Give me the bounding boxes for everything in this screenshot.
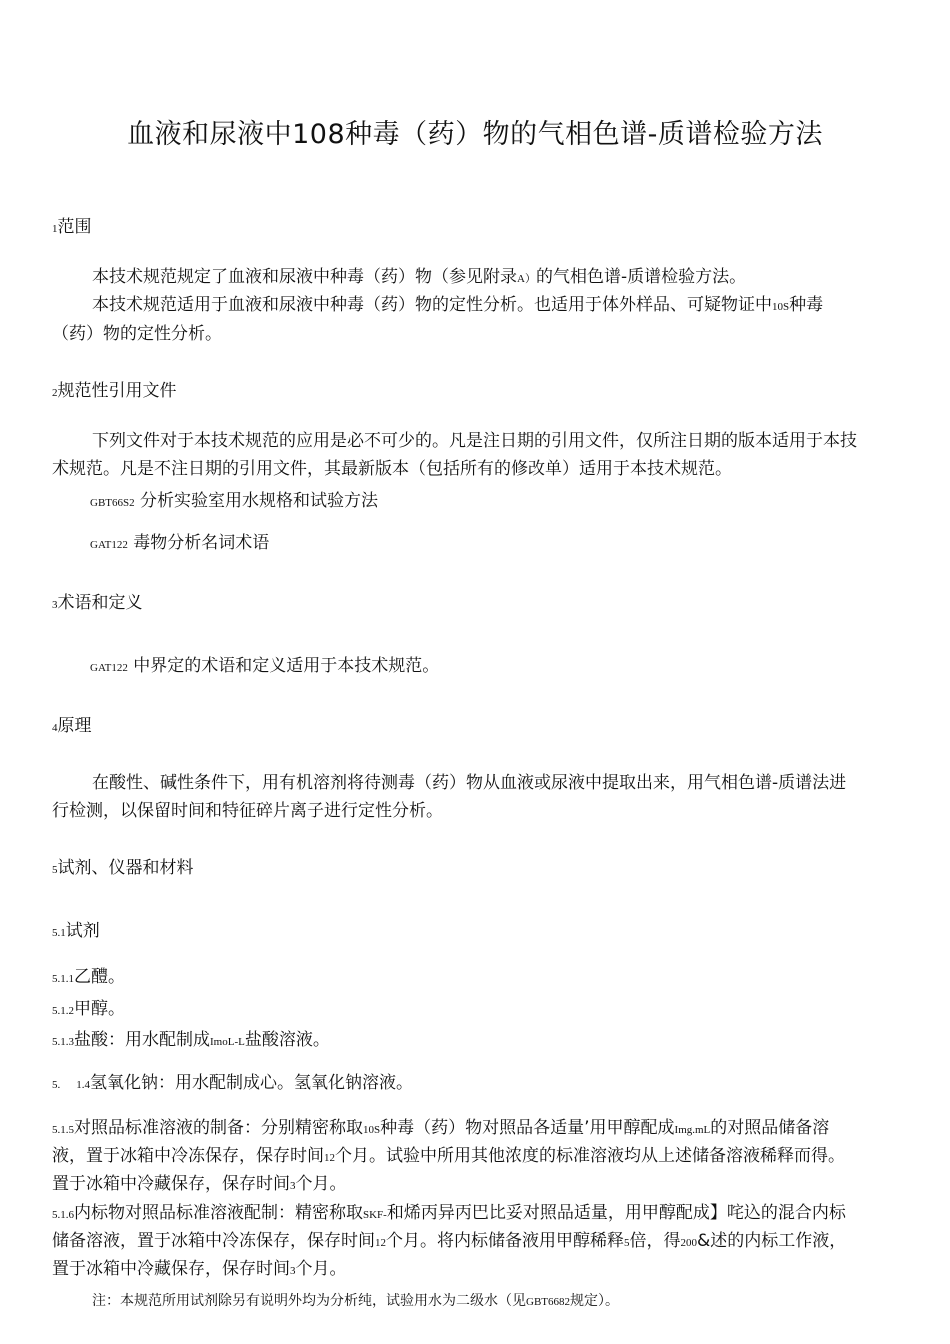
- list-item: [52, 1113, 829, 1138]
- item-number: 5.: [52, 1079, 61, 1091]
- paragraph: [92, 262, 746, 287]
- paragraph-continuation: （药）物的定性分析。: [52, 324, 222, 344]
- section-title: 术语和定义: [57, 593, 143, 613]
- list-item-continuation: [52, 1226, 846, 1251]
- text: A）: [517, 273, 536, 285]
- paragraph: [90, 651, 439, 676]
- list-item-continuation: [52, 1254, 347, 1279]
- list-item-continuation: [52, 1141, 845, 1166]
- text: 乙醴。: [74, 967, 125, 987]
- section-title: 规范性引用文件: [57, 381, 177, 401]
- text: 置于冰箱中冷藏保存，保存时间: [52, 1174, 290, 1194]
- text: 12: [375, 1237, 386, 1249]
- text: 200: [680, 1237, 697, 1249]
- list-item: [52, 1198, 846, 1223]
- standard-code: GAT122: [90, 539, 128, 551]
- text: 内标物对照品标准溶液配制：精密称取: [74, 1203, 363, 1223]
- list-item: [52, 1068, 413, 1093]
- paragraph-continuation: 术规范。凡是不注日期的引用文件，其最新版本（包括所有的修改单）适用于本技术规范。: [52, 459, 732, 479]
- text: 盐酸溶液。: [244, 1030, 330, 1050]
- paragraph-continuation: 行检测，以保留时间和特征碎片离子进行定性分析。: [52, 801, 443, 821]
- section-number: 2: [52, 387, 58, 399]
- text: 种毒（药）物对照品各适量’用甲醇配成: [380, 1118, 675, 1138]
- text: 3: [290, 1180, 296, 1192]
- text: Img.mL: [674, 1124, 711, 1136]
- section-number: 5: [52, 864, 58, 876]
- item-number: 5.1.2: [52, 1005, 74, 1017]
- subsection-5-1-heading: [52, 916, 100, 941]
- paragraph: 下列文件对于本技术规范的应用是必不可少的。凡是注日期的引用文件，仅所注日期的版本适用于本技: [92, 431, 857, 451]
- document-title: 血液和尿液中108种毒（药）物的气相色谱-质谱检验方法: [127, 119, 823, 150]
- text: SKF-: [363, 1209, 387, 1221]
- item-number: 1.4: [76, 1079, 90, 1091]
- text: 盐酸：用水配制成: [74, 1030, 210, 1050]
- text: GBT6682: [526, 1296, 570, 1308]
- section-number: 5.1: [52, 927, 66, 939]
- list-item: [52, 1025, 330, 1050]
- section-5-heading: [52, 853, 194, 878]
- text: 注：本规范所用试剂除另有说明外均为分析纯，试验用水为二级水（见: [92, 1293, 526, 1309]
- note: [92, 1290, 619, 1310]
- item-number: 5.1.3: [52, 1036, 74, 1048]
- text: 的对照品储备溶: [710, 1118, 830, 1138]
- section-4-heading: [52, 711, 92, 736]
- section-title: 原理: [57, 716, 92, 736]
- section-title: 试剂: [65, 921, 100, 941]
- paragraph: [92, 290, 823, 315]
- item-number: 5.1.1: [52, 973, 74, 985]
- text: 倍，得: [629, 1231, 681, 1251]
- text: 12: [324, 1152, 335, 1164]
- section-3-heading: [52, 588, 143, 613]
- reference-item: [90, 486, 378, 511]
- list-item-continuation: [52, 1169, 347, 1194]
- text: 本技术规范适用于血液和尿液中种毒（药）物的定性分析。也适用于体外样品、可疑物证中: [92, 295, 772, 315]
- list-item: [52, 994, 125, 1019]
- reference-title: 分析实验室用水规格和试验方法: [140, 491, 379, 511]
- section-1-heading: [52, 212, 92, 237]
- text: ImoL-L: [210, 1036, 245, 1048]
- text: &述的内标工作液，: [697, 1231, 847, 1251]
- item-number: 5.1.5: [52, 1124, 74, 1136]
- text: 对照品标准溶液的制备：分别精密称取: [74, 1118, 363, 1138]
- text: 个月。: [295, 1259, 347, 1279]
- text: 个月。: [295, 1174, 347, 1194]
- text: 种毒: [789, 295, 824, 315]
- section-title: 范围: [57, 217, 92, 237]
- text: 储备溶液，置于冰箱中冷冻保存，保存时间: [52, 1231, 375, 1251]
- text: 本技术规范规定了血液和尿液中种毒（药）物（参见附录: [92, 267, 517, 287]
- text: 和烯丙异丙巴比妥对照品适量，用甲醇配成】咤込的混合内标: [386, 1203, 846, 1223]
- section-number: 1: [52, 223, 58, 235]
- text: 个月。试验中所用其他浓度的标准溶液均从上述储备溶液稀释而得。: [335, 1146, 845, 1166]
- section-number: 4: [52, 722, 58, 734]
- text: 氢氧化钠：用水配制成心。氢氧化钠溶液。: [90, 1073, 413, 1093]
- text: 液，置于冰箱中冷冻保存，保存时间: [52, 1146, 324, 1166]
- text: 甲醇。: [74, 999, 125, 1019]
- reference-item: [90, 528, 269, 553]
- reference-title: 毒物分析名词术语: [133, 533, 270, 553]
- text: 个月。将内标储备液用甲醇稀释: [386, 1231, 624, 1251]
- text: 中界定的术语和定义适用于本技术规范。: [133, 656, 440, 676]
- standard-code: GBT66S2: [90, 497, 135, 509]
- paragraph: 在酸性、碱性条件下，用有机溶剂将待测毒（药）物从血液或尿液中提取出来，用气相色谱-质谱法进: [92, 773, 847, 793]
- text: 10S: [363, 1124, 381, 1136]
- list-item: [52, 962, 125, 987]
- text: 规定）。: [570, 1293, 619, 1309]
- text: 置于冰箱中冷藏保存，保存时间: [52, 1259, 290, 1279]
- item-number: 5.1.6: [52, 1209, 74, 1221]
- text: 10S: [772, 301, 790, 313]
- text: 3: [290, 1265, 296, 1277]
- section-2-heading: [52, 376, 177, 401]
- text: 的气相色谱-质谱检验方法。: [535, 267, 747, 287]
- section-number: 3: [52, 599, 58, 611]
- text: 5: [624, 1237, 630, 1249]
- section-title: 试剂、仪器和材料: [57, 858, 194, 878]
- standard-code: GAT122: [90, 662, 128, 674]
